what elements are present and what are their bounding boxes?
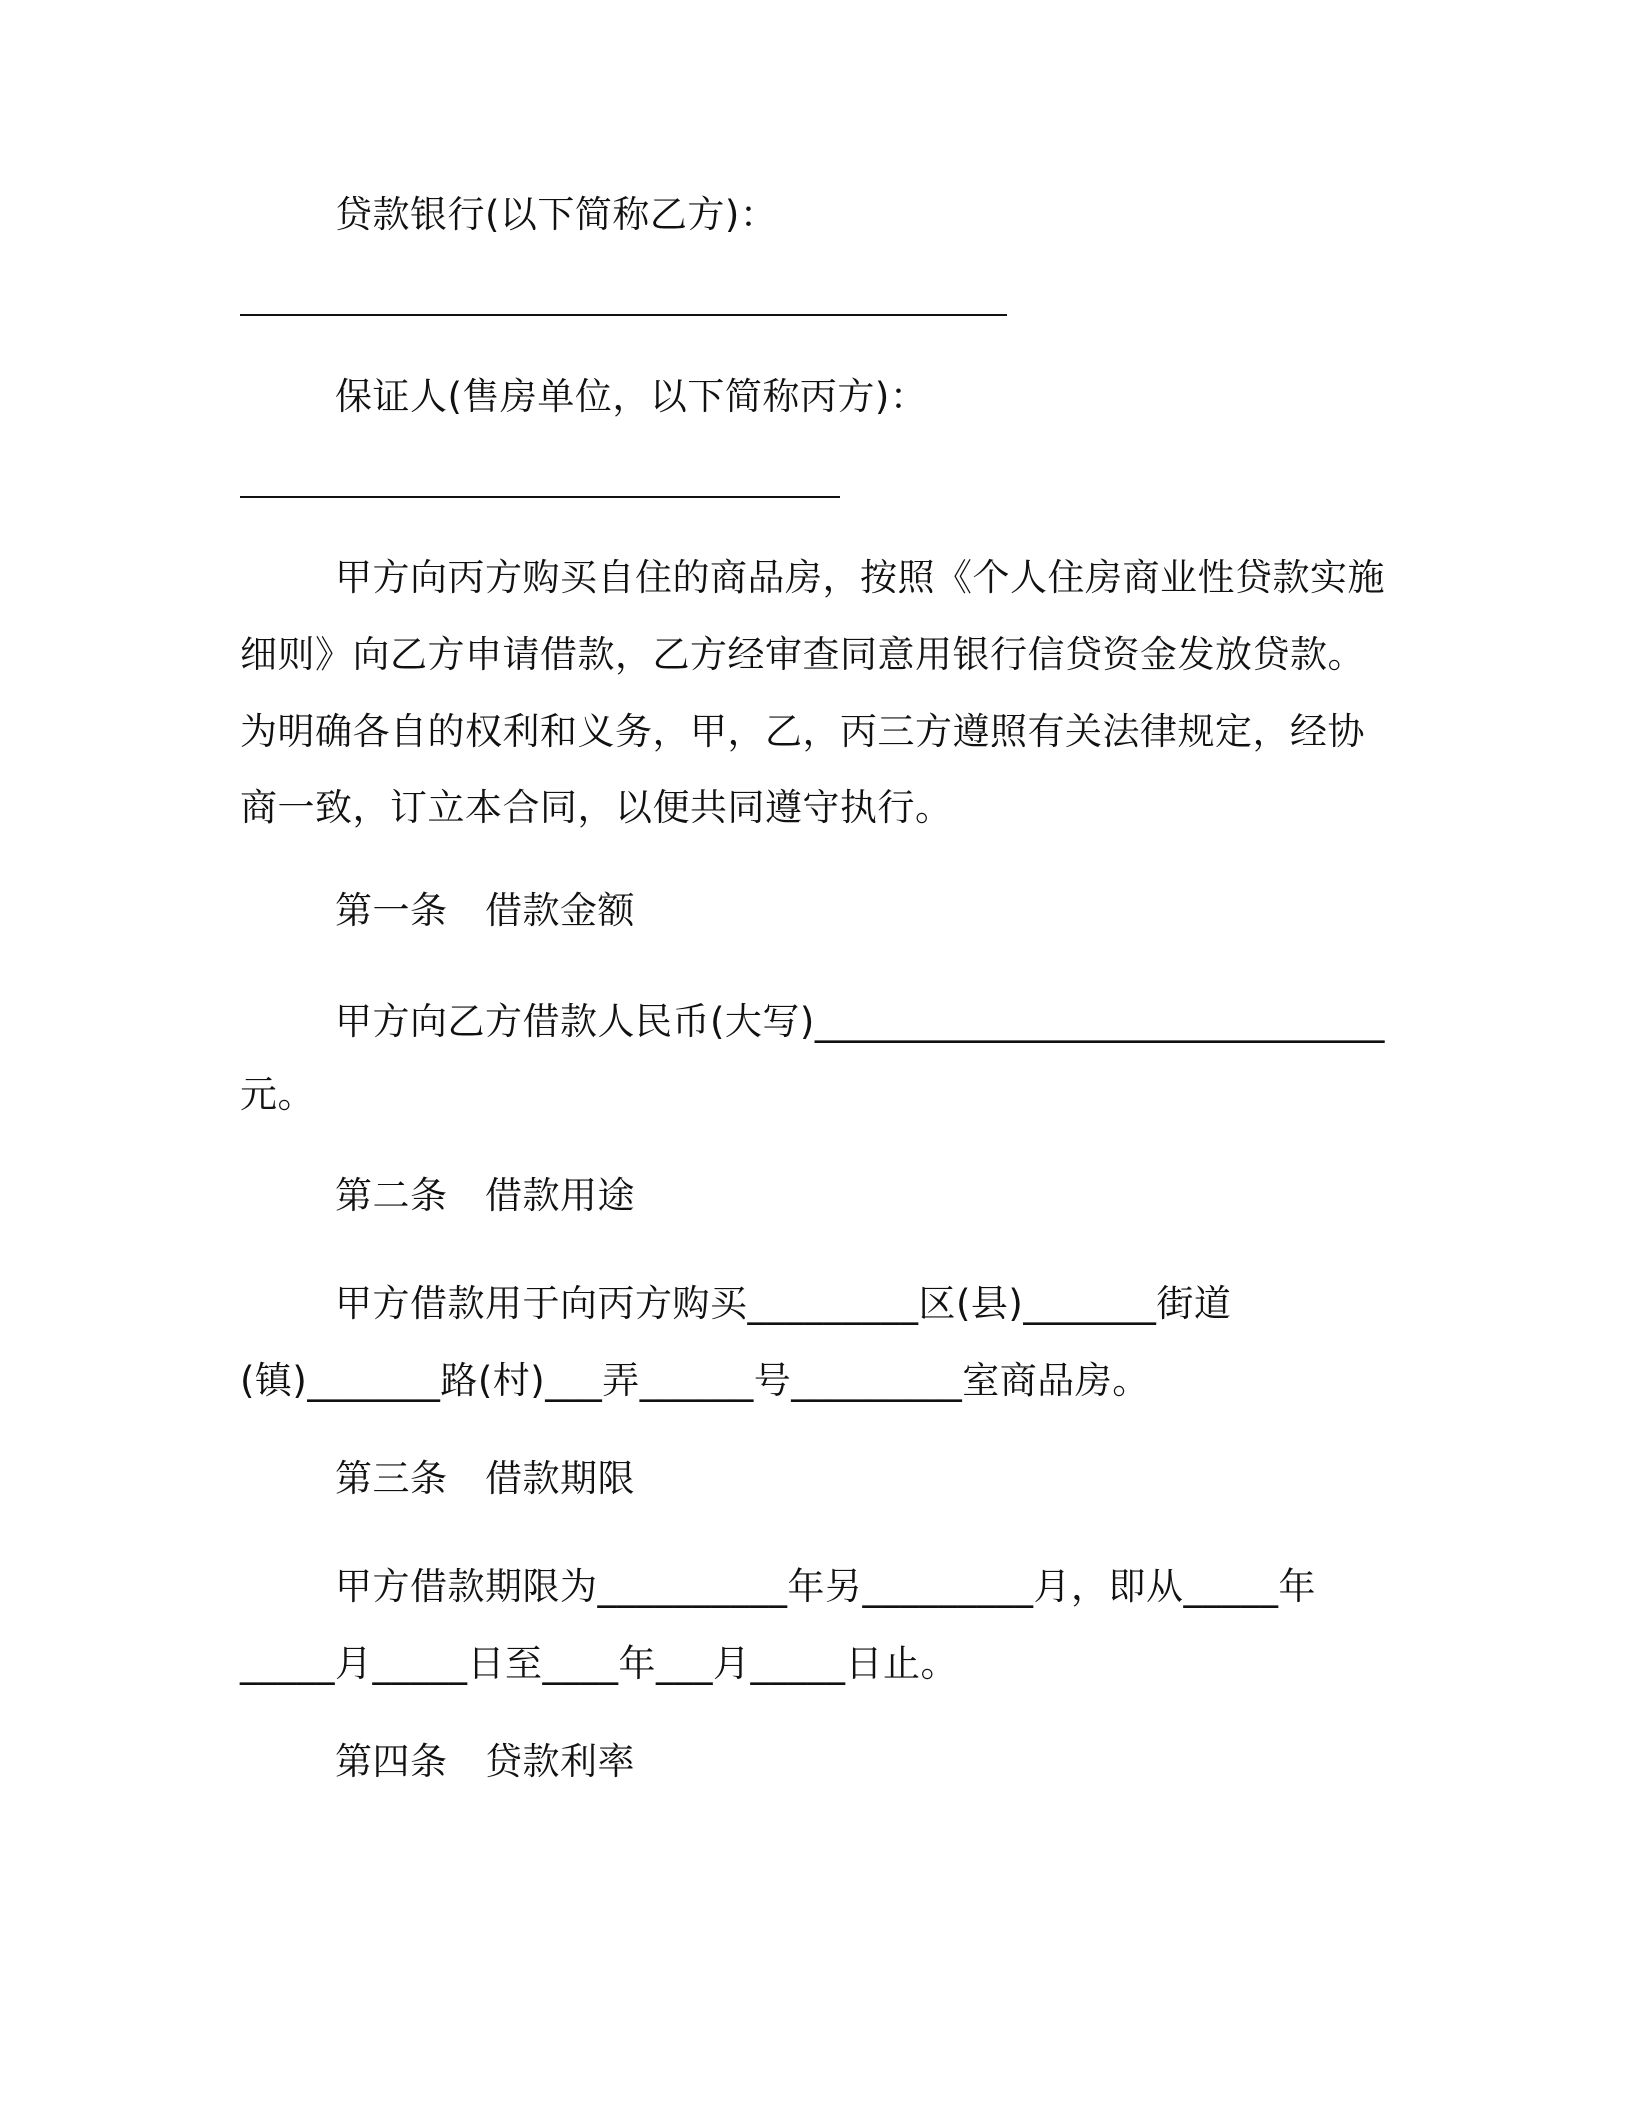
article-1-heading: 第一条 借款金额 [335, 889, 635, 932]
article-3-heading: 第三条 借款期限 [335, 1457, 635, 1500]
guarantor-blank-line [240, 496, 840, 498]
article-3-line-2: _____月_____日至____年___月_____日止。 [240, 1642, 958, 1685]
intro-line-3: 为明确各自的权利和义务，甲，乙，丙三方遵照有关法律规定，经协 [240, 710, 1365, 753]
party-b-blank-line [240, 314, 1007, 316]
article-2-line-2: (镇)_______路(村)___弄______号_________室商品房。 [240, 1359, 1150, 1402]
article-3-line-1: 甲方借款期限为__________年另_________月，即从_____年 [335, 1565, 1316, 1608]
guarantor-label: 保证人(售房单位，以下简称丙方)： [335, 375, 928, 418]
intro-line-4: 商一致，订立本合同，以便共同遵守执行。 [240, 786, 953, 829]
article-4-heading: 第四条 贷款利率 [335, 1740, 635, 1783]
intro-line-1: 甲方向丙方购买自住的商品房，按照《个人住房商业性贷款实施 [335, 556, 1385, 599]
article-2-heading: 第二条 借款用途 [335, 1174, 635, 1217]
article-1-line-1: 甲方向乙方借款人民币(大写)______________________________ [335, 1000, 1385, 1043]
party-b-label: 贷款银行(以下简称乙方)： [335, 193, 778, 236]
article-2-line-1: 甲方借款用于向丙方购买_________区(县)_______街道 [335, 1282, 1232, 1325]
intro-line-2: 细则》向乙方申请借款，乙方经审查同意用银行信贷资金发放贷款。 [240, 633, 1365, 676]
article-1-line-2: 元。 [240, 1073, 315, 1116]
